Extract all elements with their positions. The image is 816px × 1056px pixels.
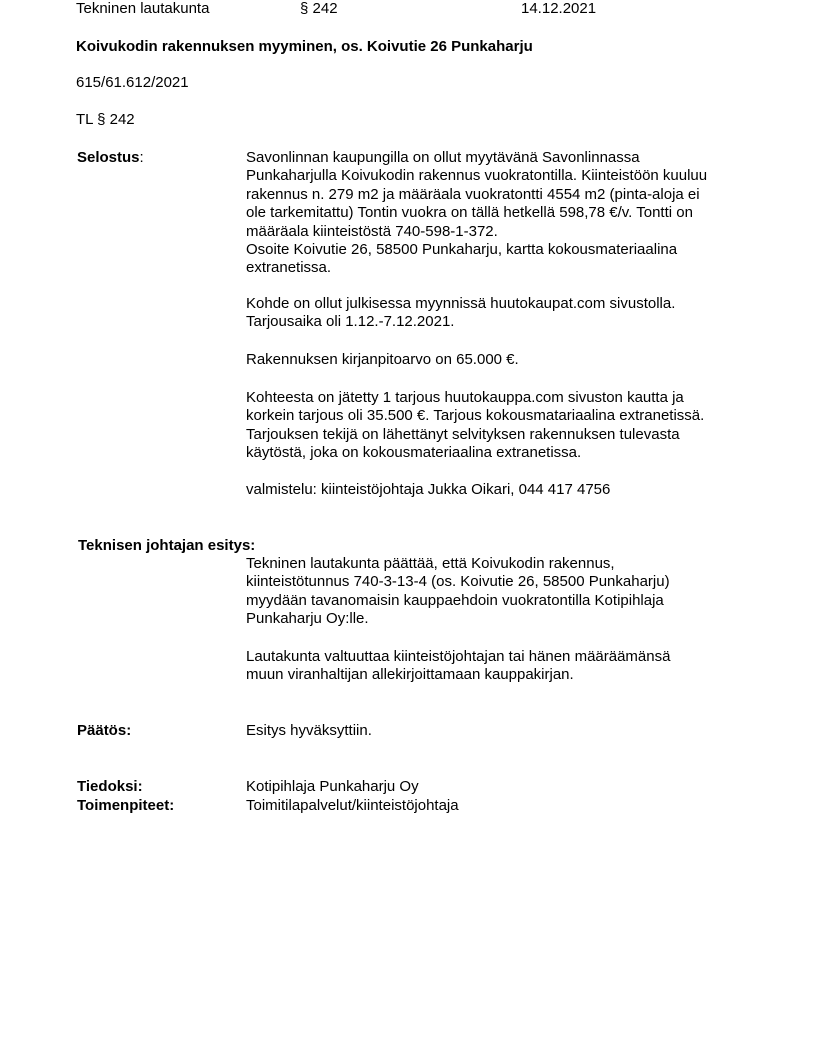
selostus-paragraph-4: [246, 389, 756, 463]
selostus-label: Selostus: [77, 149, 140, 166]
text-line: Tekninen lautakunta päättää, että Koivukodin rakennus,: [246, 555, 615, 572]
text-line: rakennus n. 279 m2 ja määräala vuokratontti 4554 m2 (pinta-aloja ei: [246, 185, 700, 203]
text-line: Rakennuksen kirjanpitoarvo on 65.000 €.: [246, 351, 519, 368]
paatos-text: Esitys hyväksyttiin.: [246, 722, 372, 739]
selostus-paragraph-1: [246, 149, 756, 278]
text-line: muun viranhaltijan allekirjoittamaan kauppakirjan.: [246, 666, 574, 684]
text-line: kiinteistötunnus 740-3-13-4 (os. Koivutie 26, 58500 Punkaharju): [246, 573, 670, 591]
text-line: Savonlinnan kaupungilla on ollut myytävänä Savonlinnassa: [246, 149, 640, 166]
record-number: 615/61.612/2021: [76, 74, 189, 91]
tiedoksi-text: Kotipihlaja Punkaharju Oy: [246, 778, 419, 795]
text-line: ole tarkemitattu) Tontin vuokra on tällä hetkellä 598,78 €/v. Tontti on: [246, 204, 693, 222]
selostus-colon: :: [139, 149, 144, 166]
text-line: myydään tavanomaisin kauppaehdoin vuokratontilla Kotipihlaja: [246, 591, 664, 609]
selostus-heading: [77, 149, 144, 167]
text-line: Punkaharju Oy:lle.: [246, 610, 369, 628]
text-line: Kohteesta on jätetty 1 tarjous huutokauppa.com sivuston kautta ja: [246, 389, 684, 406]
text-line: extranetissa.: [246, 259, 332, 277]
toimenpiteet-label: Toimenpiteet:: [77, 797, 175, 814]
text-line: valmistelu: kiinteistöjohtaja Jukka Oikari, 044 417 4756: [246, 481, 611, 498]
toimenpiteet-text: Toimitilapalvelut/kiinteistöjohtaja: [246, 797, 459, 814]
meeting-date: 14.12.2021: [521, 0, 597, 17]
section-number: § 242: [300, 0, 338, 17]
text-line: Osoite Koivutie 26, 58500 Punkaharju, kartta kokousmateriaalina: [246, 241, 678, 259]
text-line: Punkaharjulla Koivukodin rakennus vuokratontilla. Kiinteistöön kuuluu: [246, 167, 708, 185]
preparer-line: [246, 481, 756, 499]
text-line: Tarjouksen tekijä on lähettänyt selvityksen rakennuksen tulevasta: [246, 425, 680, 443]
committee-name: Tekninen lautakunta: [76, 0, 210, 17]
esitys-label: Teknisen johtajan esitys:: [78, 537, 256, 554]
paatos-label: Päätös:: [77, 722, 132, 739]
text-line: Tarjousaika oli 1.12.-7.12.2021.: [246, 313, 455, 331]
esitys-paragraph-2: [246, 648, 756, 685]
section-reference: TL § 242: [76, 111, 135, 128]
selostus-paragraph-3: [246, 351, 756, 369]
text-line: Kohde on ollut julkisessa myynnissä huutokaupat.com sivustolla.: [246, 295, 676, 312]
esitys-paragraph-1: [246, 555, 756, 629]
selostus-paragraph-2: [246, 295, 756, 332]
text-line: Lautakunta valtuuttaa kiinteistöjohtajan tai hänen määräämänsä: [246, 648, 671, 665]
text-line: korkein tarjous oli 35.500 €. Tarjous kokousmatariaalina extranetissä.: [246, 407, 705, 425]
document-title: Koivukodin rakennuksen myyminen, os. Koivutie 26 Punkaharju: [76, 38, 533, 55]
text-line: määräala kiinteistöstä 740-598-1-372.: [246, 222, 498, 240]
tiedoksi-label: Tiedoksi:: [77, 778, 143, 795]
text-line: käytöstä, joka on kokousmateriaalina extranetissa.: [246, 444, 582, 462]
